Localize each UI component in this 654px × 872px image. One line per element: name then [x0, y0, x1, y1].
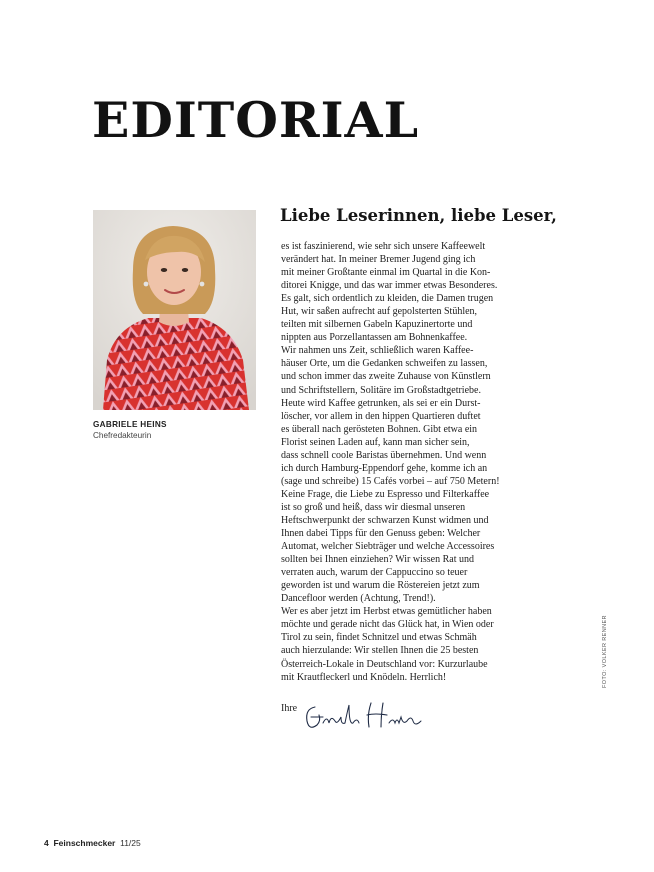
- article-line: auch hierzulande: Wir stellen Ihnen die 25 besten: [281, 645, 479, 657]
- article-line: und schon immer das zweite Zuhause von Künstlern: [281, 371, 491, 383]
- article-line: möchte und gerade nicht das Glück hat, in Wien oder: [281, 619, 494, 631]
- article-line: Heftschwerpunkt der schwarzen Kunst widmen und: [281, 514, 489, 526]
- article-line: (sage und schreibe) 15 Cafés vorbei – auf 750 Metern!: [281, 475, 500, 487]
- article-line: Tirol zu sein, findet Schnitzel und etwas Schmäh: [281, 632, 477, 644]
- article-line: geworden ist und warum die Röstereien jetzt zum: [281, 580, 480, 592]
- article-line: Florist seinen Laden auf, kann man sicher sein,: [281, 436, 470, 448]
- article-line: nippten aus Porzellantassen am Bohnenkaffee.: [281, 332, 468, 344]
- article-line: Wer es aber jetzt im Herbst etwas gemütlicher haben: [281, 606, 492, 618]
- article-line: dass schnell coole Baristas übernehmen. Und wenn: [281, 449, 487, 461]
- article-greeting: Liebe Leserinnen, liebe Leser,: [280, 206, 557, 225]
- article-line: ich durch Hamburg-Eppendorf gehe, komme ich an: [281, 462, 488, 474]
- article-line: Wir nahmen uns Zeit, schließlich waren Kaffee-: [281, 345, 474, 357]
- photo-credit: FOTO: VOLKER RENNER: [602, 615, 608, 688]
- author-name: GABRIELE HEINS: [93, 420, 167, 429]
- article-line: löscher, vor allem in den hippen Quartieren duftet: [281, 410, 481, 422]
- article-line: verändert hat. In meiner Bremer Jugend ging ich: [281, 254, 476, 266]
- article-line: Heute wird Kaffee getrunken, als sei er ein Durst-: [281, 397, 481, 409]
- article-line: häuser Orte, um die Gedanken schweifen zu lassen,: [281, 358, 488, 370]
- article-line: Hut, wir saßen aufrecht auf gepolsterten Stühlen,: [281, 306, 478, 318]
- article-line: mit Krautfleckerl und Knödeln. Herrlich!: [281, 671, 447, 683]
- sign-prefix: Ihre: [281, 703, 298, 714]
- article-line: Keine Frage, die Liebe zu Espresso und Filterkaffee: [281, 488, 490, 500]
- article-line: sollten bei Ihnen einziehen? Wir wissen Rat und: [281, 554, 474, 566]
- page-number: 4: [44, 838, 49, 848]
- magazine-name: Feinschmecker: [53, 838, 116, 848]
- page-footer: [44, 838, 141, 848]
- article-line: ditorei Knigge, und das war immer etwas Besonderes.: [281, 280, 498, 292]
- article-line: Automat, welcher Siebträger und welche Accessoires: [281, 541, 495, 553]
- article-line: es ist faszinierend, wie sehr sich unsere Kaffeewelt: [281, 241, 486, 252]
- article-line: und Schriftstellern, Solitäre im Großstadtgetriebe.: [281, 384, 481, 396]
- article-line: Österreich-Lokale in Deutschland vor: Kurzurlaube: [281, 658, 488, 670]
- handwritten-signature: [301, 695, 431, 735]
- article-line: mit meiner Großtante einmal im Quartal in die Kon-: [281, 267, 491, 279]
- issue-number: 11/25: [120, 838, 141, 848]
- article-line: Dancefloor werden (Achtung, Trend!).: [281, 593, 436, 605]
- page-title: EDITORIAL: [92, 91, 420, 149]
- article-line: Ihnen dabei Tipps für den Genuss geben: Welcher: [281, 528, 481, 540]
- article-line: ist so groß und heiß, dass wir diesmal unseren: [281, 501, 466, 513]
- article-line: teilten mit silbernen Gabeln Kapuzinertorte und: [281, 319, 473, 331]
- author-portrait: [93, 210, 256, 410]
- article-line: es überall nach gerösteten Bohnen. Gibt etwa ein: [281, 423, 478, 435]
- article-body: [281, 240, 521, 684]
- article-line: verraten auch, warum der Cappuccino so teuer: [281, 567, 468, 579]
- article-line: Es galt, sich ordentlich zu kleiden, die Damen trugen: [281, 293, 494, 305]
- author-role: Chefredakteurin: [93, 431, 152, 440]
